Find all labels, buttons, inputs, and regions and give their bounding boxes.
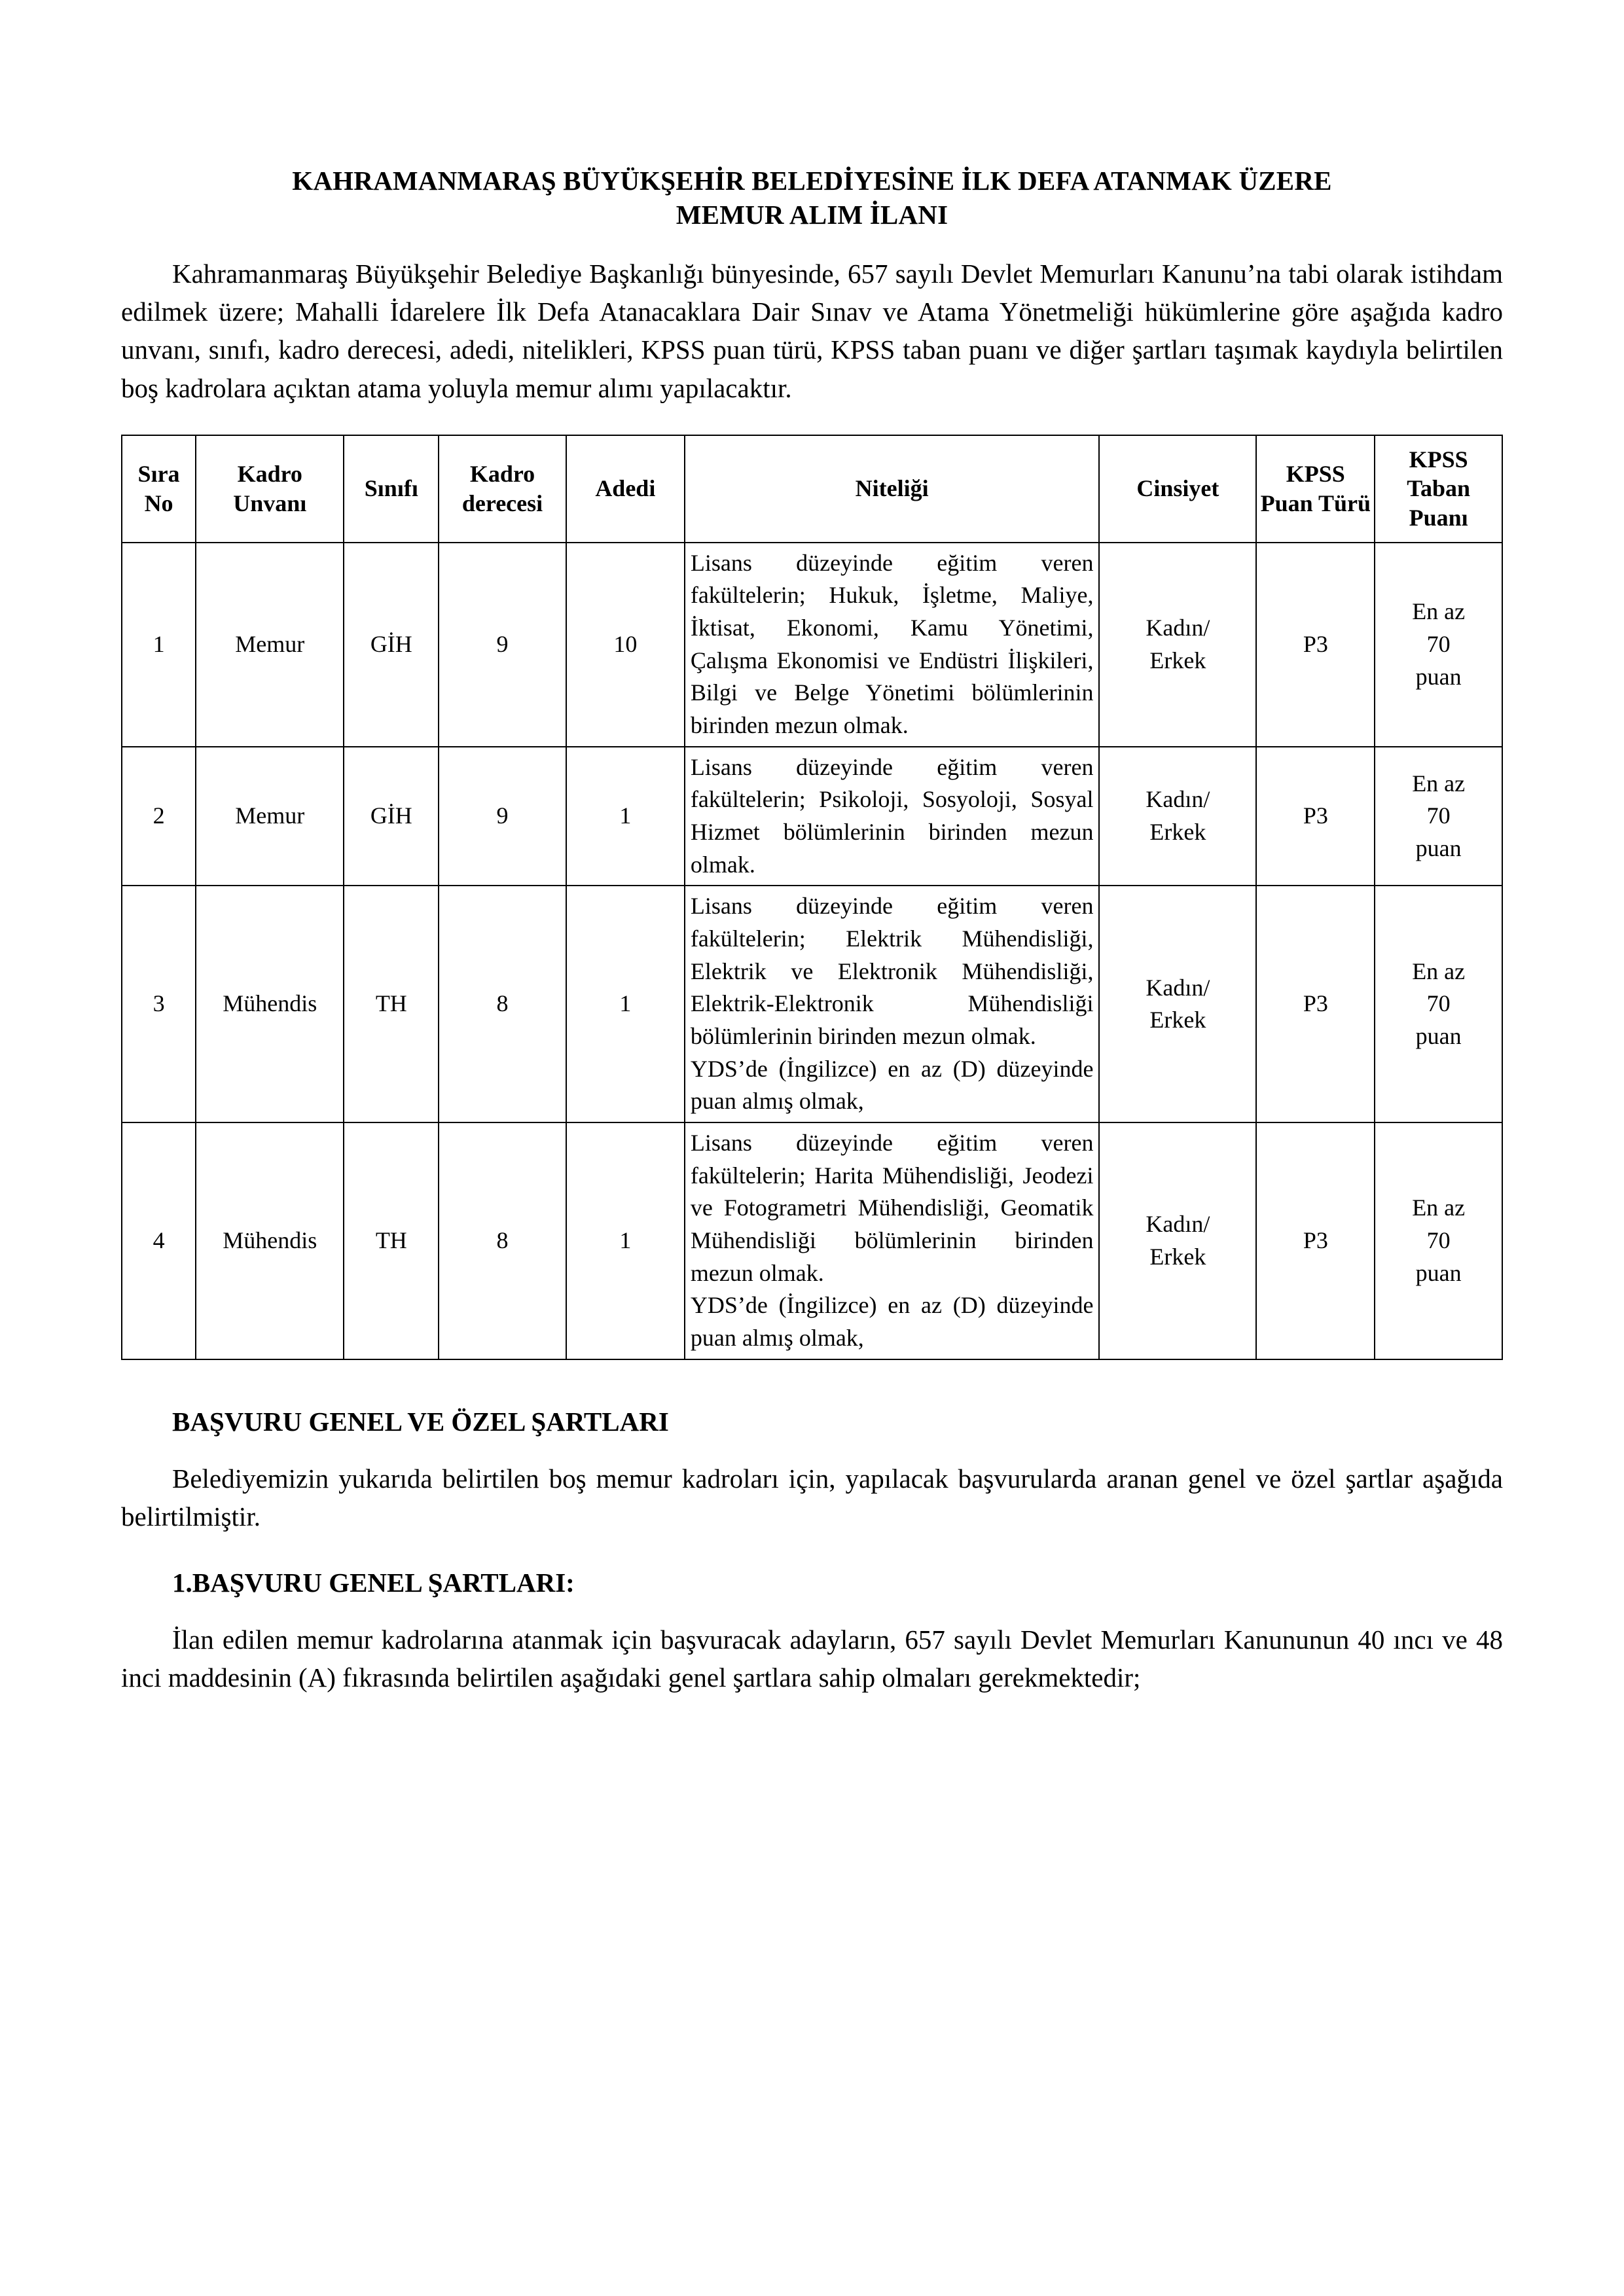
table-row — [122, 747, 1502, 886]
cell-kadro-unvani: Memur — [196, 543, 344, 747]
cell-kpss-puan-turu: P3 — [1256, 886, 1375, 1122]
cell-taban-line-1: En az — [1412, 958, 1466, 984]
table-header-row — [122, 435, 1502, 543]
cell-cinsiyet-line-1: Kadın/ — [1146, 974, 1210, 1001]
cell-niteligi-main: Lisans düzeyinde eğitim veren fakültelerin; Elektrik Mühendisliği, Elektrik ve Elektronik Mühendisliği, Elektrik-Elektronik Mühendisliği bölümlerinin birinden mezun olmak. — [690, 893, 1094, 1050]
header-kpss-taban-puani: KPSS Taban Puanı — [1375, 435, 1502, 543]
subsection-paragraph-genel-sartlar: İlan edilen memur kadrolarına atanmak için başvuracak adayların, 657 sayılı Devlet Memurları Kanununun 40 ıncı ve 48 inci maddesinin (A) fıkrasında belirtilen aşağıdaki genel şartlara sahip olmaları gerekmektedir; — [121, 1624, 1503, 1693]
cell-kadro-derecesi: 8 — [439, 1122, 566, 1359]
page-title-line-1: KAHRAMANMARAŞ BÜYÜKŞEHİR BELEDİYESİNE İLK DEFA ATANMAK ÜZERE — [292, 166, 1332, 196]
cell-cinsiyet-line-1: Kadın/ — [1146, 786, 1210, 813]
table-row — [122, 1122, 1502, 1359]
cell-niteligi — [685, 543, 1100, 747]
cell-kpss-taban-puani — [1375, 886, 1502, 1122]
cell-sira-no: 2 — [122, 747, 196, 886]
cell-niteligi-extra: YDS’de (İngilizce) en az (D) düzeyinde puan almış olmak, — [690, 1055, 1094, 1115]
header-adedi: Adedi — [566, 435, 685, 543]
cell-sira-no: 1 — [122, 543, 196, 747]
cell-kadro-unvani: Memur — [196, 747, 344, 886]
cell-taban-line-3: puan — [1415, 834, 1462, 861]
header-niteligi: Niteliği — [685, 435, 1100, 543]
cell-taban-line-1: En az — [1412, 598, 1466, 625]
header-kpss-puan-turu: KPSS Puan Türü — [1256, 435, 1375, 543]
subsection-heading-genel-sartlar: 1.BAŞVURU GENEL ŞARTLARI: — [172, 1568, 575, 1598]
cell-kpss-puan-turu: P3 — [1256, 543, 1375, 747]
cell-cinsiyet — [1099, 886, 1256, 1122]
cell-kpss-taban-puani — [1375, 543, 1502, 747]
cell-cinsiyet — [1099, 543, 1256, 747]
cell-kadro-unvani: Mühendis — [196, 886, 344, 1122]
header-cinsiyet: Cinsiyet — [1099, 435, 1256, 543]
cell-kpss-taban-puani — [1375, 747, 1502, 886]
table-row — [122, 543, 1502, 747]
section-heading-basvuru: BAŞVURU GENEL VE ÖZEL ŞARTLARI — [172, 1406, 669, 1437]
cell-kpss-taban-puani — [1375, 1122, 1502, 1359]
cell-cinsiyet-line-2: Erkek — [1149, 647, 1206, 673]
cell-taban-line-3: puan — [1415, 663, 1462, 690]
page-title-line-2: MEMUR ALIM İLANI — [676, 200, 948, 230]
cell-sinifi: GİH — [344, 747, 439, 886]
cell-taban-line-3: puan — [1415, 1259, 1462, 1286]
cell-taban-line-2: 70 — [1426, 802, 1451, 829]
cell-adedi: 1 — [566, 1122, 685, 1359]
cell-kadro-unvani: Mühendis — [196, 1122, 344, 1359]
cell-kadro-derecesi: 9 — [439, 747, 566, 886]
cell-cinsiyet — [1099, 747, 1256, 886]
section-paragraph-basvuru: Belediyemizin yukarıda belirtilen boş memur kadroları için, yapılacak başvurularda aranan genel ve özel şartlar aşağıda belirtilmiştir. — [121, 1463, 1503, 1532]
header-sinifi: Sınıfı — [344, 435, 439, 543]
cell-sira-no: 3 — [122, 886, 196, 1122]
cell-taban-line-2: 70 — [1426, 1227, 1451, 1254]
cell-niteligi-extra: YDS’de (İngilizce) en az (D) düzeyinde puan almış olmak, — [690, 1292, 1094, 1352]
cell-cinsiyet-line-2: Erkek — [1149, 1007, 1206, 1033]
header-kadro-derecesi: Kadro derecesi — [439, 435, 566, 543]
cell-sinifi: TH — [344, 886, 439, 1122]
cell-taban-line-1: En az — [1412, 1194, 1466, 1221]
cell-kpss-puan-turu: P3 — [1256, 747, 1375, 886]
header-kadro-unvani: Kadro Unvanı — [196, 435, 344, 543]
table-row — [122, 886, 1502, 1122]
cell-cinsiyet-line-1: Kadın/ — [1146, 1211, 1210, 1238]
cell-adedi: 1 — [566, 747, 685, 886]
page-title — [121, 164, 1503, 232]
cell-adedi: 10 — [566, 543, 685, 747]
cell-sinifi: TH — [344, 1122, 439, 1359]
cell-taban-line-2: 70 — [1426, 630, 1451, 657]
cell-niteligi-main: Lisans düzeyinde eğitim veren fakültelerin; Psikoloji, Sosyoloji, Sosyal Hizmet bölümlerinin birinden mezun olmak. — [690, 753, 1094, 878]
cell-niteligi — [685, 886, 1100, 1122]
cell-taban-line-2: 70 — [1426, 990, 1451, 1017]
cell-niteligi-main: Lisans düzeyinde eğitim veren fakültelerin; Harita Mühendisliği, Jeodezi ve Fotogrametri Mühendisliği, Geomatik Mühendisliği bölümlerinin birinden mezun olmak. — [690, 1130, 1094, 1286]
cell-kadro-derecesi: 8 — [439, 886, 566, 1122]
cell-niteligi — [685, 1122, 1100, 1359]
cell-niteligi-main: Lisans düzeyinde eğitim veren fakültelerin; Hukuk, İşletme, Maliye, İktisat, Ekonomi, Kamu Yönetimi, Çalışma Ekonomisi ve Endüstri İlişkileri, Bilgi ve Belge Yönetimi bölümlerinin birinden mezun olmak. — [690, 549, 1094, 739]
cell-taban-line-1: En az — [1412, 770, 1466, 797]
cell-kpss-puan-turu: P3 — [1256, 1122, 1375, 1359]
cell-cinsiyet — [1099, 1122, 1256, 1359]
cell-sira-no: 4 — [122, 1122, 196, 1359]
cell-cinsiyet-line-2: Erkek — [1149, 1243, 1206, 1270]
cell-taban-line-3: puan — [1415, 1023, 1462, 1050]
cell-cinsiyet-line-2: Erkek — [1149, 819, 1206, 846]
header-sira-no: Sıra No — [122, 435, 196, 543]
cell-kadro-derecesi: 9 — [439, 543, 566, 747]
kadro-table — [121, 435, 1503, 1360]
cell-niteligi — [685, 747, 1100, 886]
cell-adedi: 1 — [566, 886, 685, 1122]
intro-paragraph: Kahramanmaraş Büyükşehir Belediye Başkanlığı bünyesinde, 657 sayılı Devlet Memurları Kanunu’na tabi olarak istihdam edilmek üzere; Mahalli İdarelere İlk Defa Atanacaklara Dair Sınav ve Atama Yönetmeliği hükümlerine göre aşağıda kadro unvanı, sınıfı, kadro derecesi, adedi, nitelikleri, KPSS puan türü, KPSS taban puanı ve diğer şartları taşımak kaydıyla belirtilen boş kadrolara açıktan atama yoluyla memur alımı yapılacaktır. — [121, 258, 1503, 403]
cell-cinsiyet-line-1: Kadın/ — [1146, 615, 1210, 641]
cell-sinifi: GİH — [344, 543, 439, 747]
